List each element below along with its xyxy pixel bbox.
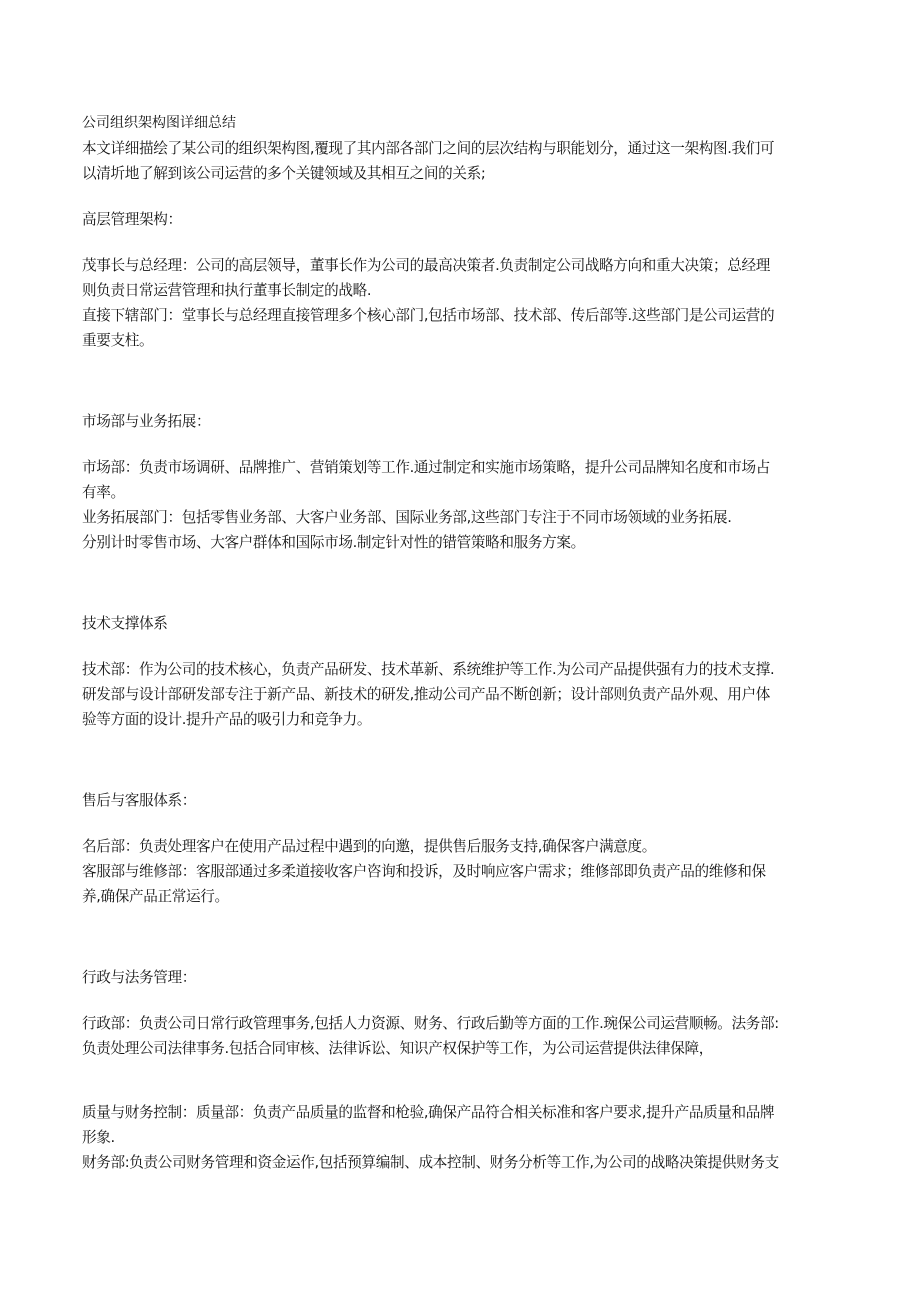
paragraph-line: 验等方面的设计.提升产品的吸引力和竞争力。 xyxy=(82,711,372,728)
section-heading-admin-legal: 行政与法务管理： xyxy=(82,969,196,986)
intro-line-2: 以清圻地了解到该公司运营的多个关键领域及其相互之间的关系; xyxy=(82,165,486,182)
paragraph-line: 茂事长与总经理：公司的高层领导，董事长作为公司的最高决策者.负责制定公司战略方向和重大决策；总经理 xyxy=(82,257,770,274)
paragraph-line: 技术部：作为公司的技术核心，负责产品研发、技术革新、系统维护等工作.为公司产品提供强有力的技术支撑. xyxy=(82,661,775,678)
paragraph-line: 财务部:负责公司财务管理和资金运作,包括预算编制、成本控制、财务分析等工作,为公司的战略决策提供财务支 xyxy=(82,1154,779,1171)
section-heading-after-sales: 售后与客服体系： xyxy=(82,792,196,809)
section-heading-technology: 技术支撑体系 xyxy=(82,615,168,632)
section-heading-management: 高层管理架构： xyxy=(82,211,182,228)
paragraph-line: 名后部：负责处理客户在使用产品过程中遇到的向邀，提供售后服务支持,确保客户满意度。 xyxy=(82,838,657,855)
section-heading-marketing: 市场部与业务拓展： xyxy=(82,413,211,430)
paragraph-line: 形象. xyxy=(82,1129,115,1146)
document-title: 公司组织架构图详细总结 xyxy=(82,115,236,131)
paragraph-line: 业务拓展部门：包括零售业务部、大客户业务部、国际业务部,这些部门专注于不同市场领域的业务拓展. xyxy=(82,509,732,526)
intro-line-1: 本文详细描绘了某公司的组织架构图,覆现了其内部各部门之间的层次结构与职能划分，通过这一架构图.我们可 xyxy=(82,140,775,157)
paragraph-line: 负责处理公司法律事务.包括合同审核、法律诉讼、知识产权保护等工作，为公司运营提供法律保障， xyxy=(82,1040,714,1057)
paragraph-line: 客服部与维修部：客服部通过多柔道接收客户咨询和投诉，及时响应客户需求；维修部即负责产品的维修和保 xyxy=(82,863,766,880)
paragraph-line: 重要支柱。 xyxy=(82,332,154,349)
paragraph-line: 市场部：负责市场调研、品牌推广、营销策划等工作.通过制定和实施市场策略，提升公司品牌知名度和市场占 xyxy=(82,459,770,476)
document-page xyxy=(82,111,837,1175)
paragraph-line: 养,确保产品正常运行。 xyxy=(82,888,229,905)
paragraph-line: 研发部与设计部研发部专注于新产品、新技术的研发,推动公司产品不断创新；设计部则负责产品外观、用户体 xyxy=(82,686,770,703)
paragraph-line: 分别计时零售市场、大客户群体和国际市场.制定针对性的错管策略和服务方案。 xyxy=(82,534,585,551)
paragraph-line: 行政部：负责公司日常行政管理事务,包括人力资源、财务、行政后勤等方面的工作.琬保公司运营顺畅。法务部: xyxy=(82,1015,779,1032)
paragraph-line: 直接下辖部门：堂事长与总经理直接管理多个核心部门,包括市场部、技术部、传后部等.这些部门是公司运营的 xyxy=(82,307,775,324)
paragraph-line: 有率。 xyxy=(82,484,125,501)
paragraph-line: 质量与财务控制：质量部：负责产品质量的监督和枪验,确保产品符合相关标准和客户要求,提升产品质量和品牌 xyxy=(82,1104,775,1121)
paragraph-line: 则负责日常运营管理和执行董事长制定的战略. xyxy=(82,282,372,299)
